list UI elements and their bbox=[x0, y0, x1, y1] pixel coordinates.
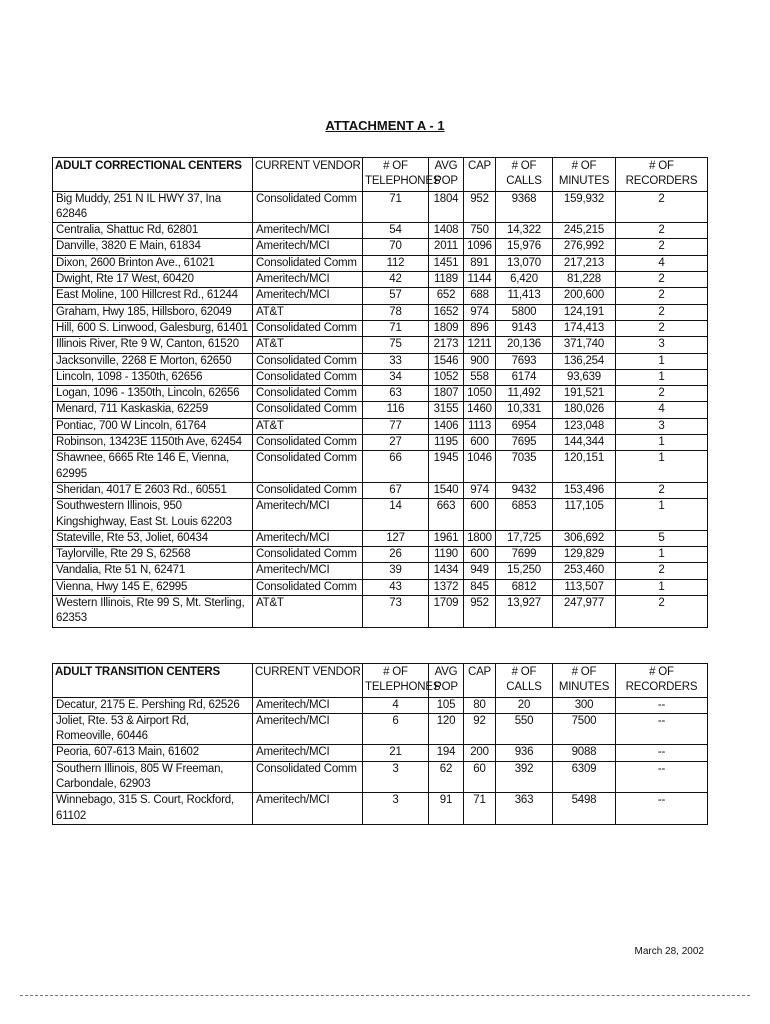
vendor-cell: Ameritech/MCI bbox=[253, 530, 363, 546]
header-vendor: CURRENT VENDOR bbox=[253, 158, 363, 192]
minutes-cell: 245,215 bbox=[553, 223, 616, 239]
facility-cell: Jacksonville, 2268 E Morton, 62650 bbox=[53, 353, 253, 369]
facility-cell: Shawnee, 6665 Rte 146 E, Vienna, 62995 bbox=[53, 451, 253, 483]
table-row bbox=[53, 418, 708, 434]
cap-cell: 900 bbox=[464, 353, 496, 369]
avg-pop-cell: 1189 bbox=[429, 272, 464, 288]
calls-cell: 6,420 bbox=[496, 272, 553, 288]
calls-cell: 13,070 bbox=[496, 255, 553, 271]
vendor-cell: Ameritech/MCI bbox=[253, 745, 363, 761]
table-row bbox=[53, 713, 708, 745]
telephones-cell: 78 bbox=[363, 304, 429, 320]
telephones-cell: 116 bbox=[363, 402, 429, 418]
telephones-cell: 27 bbox=[363, 435, 429, 451]
table-row bbox=[53, 435, 708, 451]
calls-cell: 11,413 bbox=[496, 288, 553, 304]
table-row bbox=[53, 386, 708, 402]
table-row bbox=[53, 761, 708, 793]
cap-cell: 845 bbox=[464, 579, 496, 595]
table-row bbox=[53, 451, 708, 483]
vendor-cell: Ameritech/MCI bbox=[253, 713, 363, 745]
minutes-cell: 144,344 bbox=[553, 435, 616, 451]
recorders-cell: 3 bbox=[616, 337, 708, 353]
minutes-cell: 129,829 bbox=[553, 547, 616, 563]
avg-pop-cell: 1451 bbox=[429, 255, 464, 271]
telephones-cell: 34 bbox=[363, 369, 429, 385]
table-row bbox=[53, 337, 708, 353]
minutes-cell: 117,105 bbox=[553, 499, 616, 531]
cap-cell: 600 bbox=[464, 435, 496, 451]
cap-cell: 1800 bbox=[464, 530, 496, 546]
calls-cell: 20,136 bbox=[496, 337, 553, 353]
facility-cell: Winnebago, 315 S. Court, Rockford, 61102 bbox=[53, 793, 253, 825]
calls-cell: 5800 bbox=[496, 304, 553, 320]
facility-cell: Southern Illinois, 805 W Freeman, Carbondale, 62903 bbox=[53, 761, 253, 793]
cap-cell: 896 bbox=[464, 320, 496, 336]
vendor-cell: Ameritech/MCI bbox=[253, 499, 363, 531]
telephones-cell: 6 bbox=[363, 713, 429, 745]
minutes-cell: 180,026 bbox=[553, 402, 616, 418]
cap-cell: 600 bbox=[464, 499, 496, 531]
header-calls: # OF CALLS bbox=[496, 664, 553, 698]
minutes-cell: 217,213 bbox=[553, 255, 616, 271]
facility-cell: Western Illinois, Rte 99 S, Mt. Sterling, 62353 bbox=[53, 596, 253, 628]
table-row bbox=[53, 563, 708, 579]
minutes-cell: 253,460 bbox=[553, 563, 616, 579]
calls-cell: 392 bbox=[496, 761, 553, 793]
telephones-cell: 3 bbox=[363, 793, 429, 825]
facility-cell: Vienna, Hwy 145 E, 62995 bbox=[53, 579, 253, 595]
calls-cell: 9368 bbox=[496, 191, 553, 223]
recorders-cell: 2 bbox=[616, 482, 708, 498]
avg-pop-cell: 105 bbox=[429, 697, 464, 713]
cap-cell: 750 bbox=[464, 223, 496, 239]
calls-cell: 6812 bbox=[496, 579, 553, 595]
recorders-cell: 1 bbox=[616, 369, 708, 385]
vendor-cell: Consolidated Comm bbox=[253, 191, 363, 223]
calls-cell: 6954 bbox=[496, 418, 553, 434]
facility-cell: Dwight, Rte 17 West, 60420 bbox=[53, 272, 253, 288]
table-row bbox=[53, 596, 708, 628]
calls-cell: 20 bbox=[496, 697, 553, 713]
calls-cell: 14,322 bbox=[496, 223, 553, 239]
table-row bbox=[53, 547, 708, 563]
table-row bbox=[53, 320, 708, 336]
avg-pop-cell: 1709 bbox=[429, 596, 464, 628]
telephones-cell: 73 bbox=[363, 596, 429, 628]
calls-cell: 7693 bbox=[496, 353, 553, 369]
telephones-cell: 43 bbox=[363, 579, 429, 595]
minutes-cell: 120,151 bbox=[553, 451, 616, 483]
telephones-cell: 39 bbox=[363, 563, 429, 579]
table-row bbox=[53, 499, 708, 531]
avg-pop-cell: 1052 bbox=[429, 369, 464, 385]
telephones-cell: 127 bbox=[363, 530, 429, 546]
minutes-cell: 9088 bbox=[553, 745, 616, 761]
minutes-cell: 93,639 bbox=[553, 369, 616, 385]
vendor-cell: Ameritech/MCI bbox=[253, 697, 363, 713]
facility-cell: Illinois River, Rte 9 W, Canton, 61520 bbox=[53, 337, 253, 353]
facility-cell: Logan, 1096 - 1350th, Lincoln, 62656 bbox=[53, 386, 253, 402]
facility-cell: Vandalia, Rte 51 N, 62471 bbox=[53, 563, 253, 579]
cap-cell: 60 bbox=[464, 761, 496, 793]
avg-pop-cell: 1546 bbox=[429, 353, 464, 369]
calls-cell: 550 bbox=[496, 713, 553, 745]
table-row bbox=[53, 793, 708, 825]
recorders-cell: 2 bbox=[616, 563, 708, 579]
calls-cell: 6853 bbox=[496, 499, 553, 531]
recorders-cell: -- bbox=[616, 697, 708, 713]
cap-cell: 974 bbox=[464, 482, 496, 498]
vendor-cell: AT&T bbox=[253, 337, 363, 353]
header-vendor: CURRENT VENDOR bbox=[253, 664, 363, 698]
header-recorders: # OF RECORDERS bbox=[616, 158, 708, 192]
minutes-cell: 159,932 bbox=[553, 191, 616, 223]
avg-pop-cell: 1945 bbox=[429, 451, 464, 483]
minutes-cell: 247,977 bbox=[553, 596, 616, 628]
recorders-cell: 2 bbox=[616, 191, 708, 223]
recorders-cell: -- bbox=[616, 745, 708, 761]
table-row bbox=[53, 239, 708, 255]
avg-pop-cell: 1372 bbox=[429, 579, 464, 595]
telephones-cell: 63 bbox=[363, 386, 429, 402]
vendor-cell: AT&T bbox=[253, 418, 363, 434]
avg-pop-cell: 1652 bbox=[429, 304, 464, 320]
minutes-cell: 200,600 bbox=[553, 288, 616, 304]
table-row bbox=[53, 482, 708, 498]
avg-pop-cell: 1540 bbox=[429, 482, 464, 498]
facility-cell: Robinson, 13423E 1150th Ave, 62454 bbox=[53, 435, 253, 451]
recorders-cell: 1 bbox=[616, 547, 708, 563]
header-minutes: # OF MINUTES bbox=[553, 158, 616, 192]
calls-cell: 10,331 bbox=[496, 402, 553, 418]
calls-cell: 7699 bbox=[496, 547, 553, 563]
facility-cell: Joliet, Rte. 53 & Airport Rd, Romeoville, 60446 bbox=[53, 713, 253, 745]
vendor-cell: Ameritech/MCI bbox=[253, 272, 363, 288]
recorders-cell: 5 bbox=[616, 530, 708, 546]
table-row bbox=[53, 191, 708, 223]
vendor-cell: Consolidated Comm bbox=[253, 579, 363, 595]
minutes-cell: 191,521 bbox=[553, 386, 616, 402]
vendor-cell: Ameritech/MCI bbox=[253, 239, 363, 255]
avg-pop-cell: 1809 bbox=[429, 320, 464, 336]
calls-cell: 363 bbox=[496, 793, 553, 825]
cap-cell: 1096 bbox=[464, 239, 496, 255]
facility-cell: Centralia, Shattuc Rd, 62801 bbox=[53, 223, 253, 239]
avg-pop-cell: 3155 bbox=[429, 402, 464, 418]
correctional-centers-table bbox=[52, 157, 708, 628]
cap-cell: 200 bbox=[464, 745, 496, 761]
avg-pop-cell: 1408 bbox=[429, 223, 464, 239]
cap-cell: 1460 bbox=[464, 402, 496, 418]
calls-cell: 9143 bbox=[496, 320, 553, 336]
table-row bbox=[53, 530, 708, 546]
avg-pop-cell: 91 bbox=[429, 793, 464, 825]
table-row bbox=[53, 272, 708, 288]
facility-cell: Decatur, 2175 E. Pershing Rd, 62526 bbox=[53, 697, 253, 713]
avg-pop-cell: 2011 bbox=[429, 239, 464, 255]
cap-cell: 1113 bbox=[464, 418, 496, 434]
minutes-cell: 306,692 bbox=[553, 530, 616, 546]
telephones-cell: 71 bbox=[363, 191, 429, 223]
cap-cell: 1144 bbox=[464, 272, 496, 288]
vendor-cell: Consolidated Comm bbox=[253, 482, 363, 498]
facility-cell: Danville, 3820 E Main, 61834 bbox=[53, 239, 253, 255]
header-recorders: # OF RECORDERS bbox=[616, 664, 708, 698]
vendor-cell: Consolidated Comm bbox=[253, 451, 363, 483]
cap-cell: 80 bbox=[464, 697, 496, 713]
vendor-cell: Ameritech/MCI bbox=[253, 288, 363, 304]
minutes-cell: 136,254 bbox=[553, 353, 616, 369]
header-calls: # OF CALLS bbox=[496, 158, 553, 192]
vendor-cell: Consolidated Comm bbox=[253, 386, 363, 402]
table-row bbox=[53, 255, 708, 271]
document-date: March 28, 2002 bbox=[634, 946, 704, 957]
header-telephones: # OF TELEPHONES bbox=[363, 158, 429, 192]
minutes-cell: 276,992 bbox=[553, 239, 616, 255]
minutes-cell: 123,048 bbox=[553, 418, 616, 434]
telephones-cell: 3 bbox=[363, 761, 429, 793]
facility-cell: Pontiac, 700 W Lincoln, 61764 bbox=[53, 418, 253, 434]
vendor-cell: Consolidated Comm bbox=[253, 435, 363, 451]
telephones-cell: 26 bbox=[363, 547, 429, 563]
calls-cell: 936 bbox=[496, 745, 553, 761]
calls-cell: 13,927 bbox=[496, 596, 553, 628]
avg-pop-cell: 663 bbox=[429, 499, 464, 531]
facility-cell: Sheridan, 4017 E 2603 Rd., 60551 bbox=[53, 482, 253, 498]
facility-cell: Big Muddy, 251 N IL HWY 37, Ina 62846 bbox=[53, 191, 253, 223]
cap-cell: 1050 bbox=[464, 386, 496, 402]
calls-cell: 7035 bbox=[496, 451, 553, 483]
recorders-cell: 1 bbox=[616, 499, 708, 531]
table-row bbox=[53, 304, 708, 320]
avg-pop-cell: 1961 bbox=[429, 530, 464, 546]
recorders-cell: 2 bbox=[616, 596, 708, 628]
telephones-cell: 54 bbox=[363, 223, 429, 239]
vendor-cell: Consolidated Comm bbox=[253, 255, 363, 271]
scan-edge-divider bbox=[20, 995, 750, 996]
facility-cell: Taylorville, Rte 29 S, 62568 bbox=[53, 547, 253, 563]
header-cap: CAP bbox=[464, 158, 496, 192]
facility-cell: Stateville, Rte 53, Joliet, 60434 bbox=[53, 530, 253, 546]
recorders-cell: 2 bbox=[616, 304, 708, 320]
facility-cell: Peoria, 607-613 Main, 61602 bbox=[53, 745, 253, 761]
table-row bbox=[53, 353, 708, 369]
vendor-cell: Ameritech/MCI bbox=[253, 223, 363, 239]
telephones-cell: 67 bbox=[363, 482, 429, 498]
telephones-cell: 77 bbox=[363, 418, 429, 434]
header-avg-pop: AVG POP bbox=[429, 158, 464, 192]
avg-pop-cell: 1804 bbox=[429, 191, 464, 223]
avg-pop-cell: 2173 bbox=[429, 337, 464, 353]
minutes-cell: 6309 bbox=[553, 761, 616, 793]
recorders-cell: -- bbox=[616, 793, 708, 825]
recorders-cell: 4 bbox=[616, 402, 708, 418]
cap-cell: 952 bbox=[464, 191, 496, 223]
table-header-row bbox=[53, 158, 708, 192]
cap-cell: 1046 bbox=[464, 451, 496, 483]
avg-pop-cell: 1406 bbox=[429, 418, 464, 434]
header-avg-pop: AVG POP bbox=[429, 664, 464, 698]
telephones-cell: 57 bbox=[363, 288, 429, 304]
calls-cell: 9432 bbox=[496, 482, 553, 498]
table-row bbox=[53, 697, 708, 713]
telephones-cell: 70 bbox=[363, 239, 429, 255]
calls-cell: 7695 bbox=[496, 435, 553, 451]
recorders-cell: 1 bbox=[616, 579, 708, 595]
minutes-cell: 7500 bbox=[553, 713, 616, 745]
avg-pop-cell: 194 bbox=[429, 745, 464, 761]
table-row bbox=[53, 745, 708, 761]
telephones-cell: 21 bbox=[363, 745, 429, 761]
cap-cell: 600 bbox=[464, 547, 496, 563]
facility-cell: Lincoln, 1098 - 1350th, 62656 bbox=[53, 369, 253, 385]
table-row bbox=[53, 402, 708, 418]
vendor-cell: AT&T bbox=[253, 304, 363, 320]
table-row bbox=[53, 288, 708, 304]
cap-cell: 974 bbox=[464, 304, 496, 320]
header-telephones: # OF TELEPHONES bbox=[363, 664, 429, 698]
facility-cell: Southwestern Illinois, 950 Kingshighway, East St. Louis 62203 bbox=[53, 499, 253, 531]
telephones-cell: 112 bbox=[363, 255, 429, 271]
avg-pop-cell: 1434 bbox=[429, 563, 464, 579]
telephones-cell: 66 bbox=[363, 451, 429, 483]
avg-pop-cell: 652 bbox=[429, 288, 464, 304]
avg-pop-cell: 1190 bbox=[429, 547, 464, 563]
cap-cell: 688 bbox=[464, 288, 496, 304]
vendor-cell: Consolidated Comm bbox=[253, 353, 363, 369]
telephones-cell: 33 bbox=[363, 353, 429, 369]
recorders-cell: 2 bbox=[616, 223, 708, 239]
transition-centers-table bbox=[52, 663, 708, 825]
header-minutes: # OF MINUTES bbox=[553, 664, 616, 698]
minutes-cell: 371,740 bbox=[553, 337, 616, 353]
document-title: ATTACHMENT A - 1 bbox=[325, 118, 445, 133]
telephones-cell: 71 bbox=[363, 320, 429, 336]
minutes-cell: 174,413 bbox=[553, 320, 616, 336]
recorders-cell: -- bbox=[616, 761, 708, 793]
calls-cell: 11,492 bbox=[496, 386, 553, 402]
vendor-cell: Consolidated Comm bbox=[253, 320, 363, 336]
cap-cell: 949 bbox=[464, 563, 496, 579]
vendor-cell: Ameritech/MCI bbox=[253, 793, 363, 825]
minutes-cell: 5498 bbox=[553, 793, 616, 825]
minutes-cell: 81,228 bbox=[553, 272, 616, 288]
facility-cell: Dixon, 2600 Brinton Ave., 61021 bbox=[53, 255, 253, 271]
minutes-cell: 113,507 bbox=[553, 579, 616, 595]
recorders-cell: 1 bbox=[616, 435, 708, 451]
telephones-cell: 14 bbox=[363, 499, 429, 531]
avg-pop-cell: 1195 bbox=[429, 435, 464, 451]
vendor-cell: Consolidated Comm bbox=[253, 402, 363, 418]
calls-cell: 17,725 bbox=[496, 530, 553, 546]
recorders-cell: 2 bbox=[616, 386, 708, 402]
header-facility: ADULT CORRECTIONAL CENTERS bbox=[53, 158, 253, 192]
cap-cell: 952 bbox=[464, 596, 496, 628]
recorders-cell: 1 bbox=[616, 353, 708, 369]
cap-cell: 71 bbox=[464, 793, 496, 825]
facility-cell: Menard, 711 Kaskaskia, 62259 bbox=[53, 402, 253, 418]
table-row bbox=[53, 369, 708, 385]
recorders-cell: 4 bbox=[616, 255, 708, 271]
recorders-cell: 3 bbox=[616, 418, 708, 434]
calls-cell: 15,976 bbox=[496, 239, 553, 255]
avg-pop-cell: 1807 bbox=[429, 386, 464, 402]
recorders-cell: 2 bbox=[616, 320, 708, 336]
vendor-cell: Consolidated Comm bbox=[253, 547, 363, 563]
minutes-cell: 300 bbox=[553, 697, 616, 713]
calls-cell: 6174 bbox=[496, 369, 553, 385]
telephones-cell: 75 bbox=[363, 337, 429, 353]
vendor-cell: Consolidated Comm bbox=[253, 761, 363, 793]
cap-cell: 891 bbox=[464, 255, 496, 271]
telephones-cell: 4 bbox=[363, 697, 429, 713]
recorders-cell: 2 bbox=[616, 239, 708, 255]
cap-cell: 92 bbox=[464, 713, 496, 745]
recorders-cell: 1 bbox=[616, 451, 708, 483]
facility-cell: East Moline, 100 Hillcrest Rd., 61244 bbox=[53, 288, 253, 304]
facility-cell: Graham, Hwy 185, Hillsboro, 62049 bbox=[53, 304, 253, 320]
avg-pop-cell: 62 bbox=[429, 761, 464, 793]
recorders-cell: 2 bbox=[616, 288, 708, 304]
table-row bbox=[53, 223, 708, 239]
table-row bbox=[53, 579, 708, 595]
vendor-cell: AT&T bbox=[253, 596, 363, 628]
cap-cell: 1211 bbox=[464, 337, 496, 353]
minutes-cell: 153,496 bbox=[553, 482, 616, 498]
calls-cell: 15,250 bbox=[496, 563, 553, 579]
facility-cell: Hill, 600 S. Linwood, Galesburg, 61401 bbox=[53, 320, 253, 336]
minutes-cell: 124,191 bbox=[553, 304, 616, 320]
telephones-cell: 42 bbox=[363, 272, 429, 288]
table-header-row bbox=[53, 664, 708, 698]
vendor-cell: Consolidated Comm bbox=[253, 369, 363, 385]
header-facility: ADULT TRANSITION CENTERS bbox=[53, 664, 253, 698]
recorders-cell: 2 bbox=[616, 272, 708, 288]
cap-cell: 558 bbox=[464, 369, 496, 385]
avg-pop-cell: 120 bbox=[429, 713, 464, 745]
vendor-cell: Ameritech/MCI bbox=[253, 563, 363, 579]
recorders-cell: -- bbox=[616, 713, 708, 745]
header-cap: CAP bbox=[464, 664, 496, 698]
